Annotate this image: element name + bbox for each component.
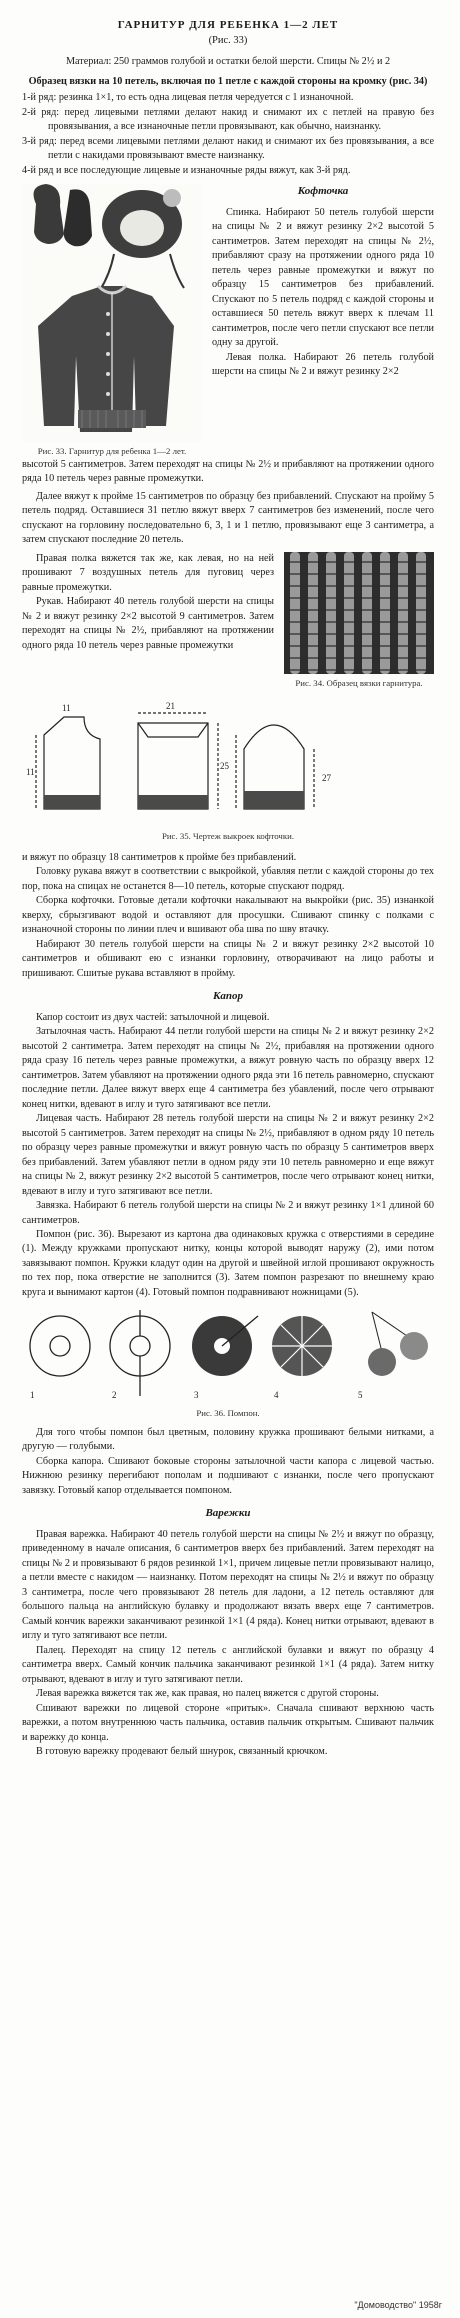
kofta-pravaya: Правая полка вяжется так же, как левая, но на ней прошивают 7 воздушных петель для пуговиц через равные промежутки. <box>22 552 274 593</box>
fig36-label-5: 5 <box>358 1390 363 1401</box>
varezhki-levaya: Левая варежка вяжется так же, как правая, но палец вяжется с другой стороны. <box>36 1688 379 1700</box>
kofta-sborka-2: Набирают 30 петель голубой шерсти на спицы № 2 и вяжут резинку 2×2 высотой 10 сантиметров и обшивают ею с изнанки горловину, отворачивают на лицо работы и пришивают. Сшитые рукава вставляют в пройму. <box>22 938 434 979</box>
sample-row-2: 2-й ряд: перед лицевыми петлями делают накид и снимают их с петлей на правую без провязывания, а все изнаночные петли провязывают, как обычно, наизнанку. <box>22 106 434 133</box>
kapor-litsev: Лицевая часть. Набирают 28 петель голубой шерсти на спицы № 2 и вяжут резинку 2×2 высотой 5 сантиметров. Затем переходят на спицы № 2½, прибавляют в одном ряду 10 петель по образцу через равные промежутки и вяжут ровную часть по образцу 5 сантиметров вверх без прибавлений. Затем убавляют петли в одном ряду эти 10 петель равномерно и еще вяжут на спицы № 2, вяжут резинку 2×2 высотой 5 сантиметров, после чего отрывают конец нитки, вдевают в иглу и туго затягивают все петли. <box>22 1113 434 1197</box>
material-line: Материал: 250 граммов голубой и остатки белой шерсти. Спицы № 2½ и 2 <box>65 55 391 67</box>
kofta-rukav-cont: и вяжут по образцу 18 сантиметров к пройме без прибавлений. <box>22 851 297 863</box>
figure-36 <box>22 1308 434 1419</box>
source-footer: "Домоводство" 1958г <box>354 2300 442 2311</box>
kapor-zatyl: Затылочная часть. Набирают 44 петли голубой шерсти на спицы № 2 и вяжут резинку 2×2 высотой 2 сантиметра. Затем переходят на спицы № 2½, прибавляя на протяжении одного ряда сразу 16 петель через равные промежутки, а вяжут ровную часть по образцу вверх 12 сантиметров. Затем убавляют на протяжении одного ряда эти 16 петель равномерно, спускают последние петли. Далее вяжут вверх еще 4 сантиметра без убавлений, после чего отрывают конец нитки, вдевают в иглу и туго затягивают все петли. <box>22 1026 434 1110</box>
fig36-label-3: 3 <box>194 1390 199 1401</box>
sample-row-1: 1-й ряд: резинка 1×1, то есть одна лицевая петля чередуется с 1 изнаночной. <box>22 92 354 104</box>
varezhki-pravaya: Правая варежка. Набирают 40 петель голубой шерсти на спицы № 2½ и вяжут по образцу, приведенному в начале описания, 6 сантиметров вверх без прибавлений. Затем переходят на спицы № 2 и провязывают 6 рядов резинкой 1×1, причем лицевые петли провязывают налицо, а петли вместе с накидом — наизнанку. Потом переходят на спицы № 2½ и вяжут по образцу 3 сантиметра, после чего провязывают 28 петель для ладони, а 12 петель оставляют для большого пальца на английскую булавку и продолжают вязать вверх еще 7 сантиметров. Самый кончик варежки заканчивают резинкой 1×1 (4 ряда). Конец нитки отрывают, вдевают в иглу и туго затягивают все петли. <box>22 1528 434 1642</box>
kapor-intro: Капор состоит из двух частей: затылочной и лицевой. <box>36 1011 270 1023</box>
varezhki-last: В готовую варежку продевают белый шнурок, связанный крючком. <box>36 1746 328 1758</box>
figure-35 <box>22 695 434 842</box>
kofta-golovka: Головку рукава вяжут в соответствии с выкройкой, убавляя петли с каждой стороны до тех пор, пока на спицах не останется 8—10 петель, которые спускают подряд. <box>22 866 434 892</box>
pompon-steps-drawing <box>22 1308 434 1404</box>
knitted-set-illustration <box>22 184 202 442</box>
fig35-label-3: 25 <box>220 761 229 772</box>
fig35-label-5: 11 <box>26 767 35 778</box>
figure-35-caption: Рис. 35. Чертеж выкроек кофточки. <box>161 831 295 842</box>
kapor-sborka: Сборка капора. Сшивают боковые стороны затылочной части капора с лицевой частью. Нижнюю резинку перегибают пополам и подшивают с изнанки, после чего пропускают завязку. Готовый капор отделывается помпоном. <box>22 1455 434 1496</box>
jacket-pattern-drawing <box>22 695 434 827</box>
knit-sample-texture <box>284 552 434 674</box>
kofta-levaya-2: Далее вяжут к пройме 15 сантиметров по образцу без прибавлений. Спускают на пройму 5 петель подряд. Оставшиеся 31 петлю вяжут вверх 7 сантиметров без изменений, после чего спускают на горловину последовательно 6, 3, 1 и 1 петлю, провязывают еще 3 сантиметра, а затем спускают последние 20 петель. <box>22 490 434 546</box>
kofta-levaya-start: Левая полка. Набирают 26 петель голубой шерсти на спицы № 2 и вяжут резинку 2×2 <box>212 351 434 378</box>
figure-34-caption: Рис. 34. Образец вязки гарнитура. <box>295 677 423 688</box>
fig35-label-2: 21 <box>166 701 175 712</box>
fig36-label-2: 2 <box>112 1390 117 1401</box>
sample-row-3: 3-й ряд: перед всеми лицевыми петлями делают накид и снимают их без провязывания, а все петли с накидами провязывают вместе наизнанку. <box>22 135 434 162</box>
figure-36-caption: Рис. 36. Помпон. <box>196 1408 260 1419</box>
kofta-spinka: Спинка. Набирают 50 петель голубой шерсти на спицы № 2 и вяжут резинку 2×2 высотой 5 сантиметров. Затем переходят на спицы № 2½, прибавляют сразу на протяжении одного ряда 10 петель через равные промежутки и вяжут по образцу 15 сантиметров без прибавлений. Спускают по 5 петель подряд с каждой стороны и оставшиеся 50 петель вяжут вверх к плечам 11 сантиметров, после чего петли спускают все петли одну за другой. <box>212 207 434 349</box>
kofta-levaya-cont: высотой 5 сантиметров. Затем переходят на спицы № 2½ и прибавляют на протяжении одного ряда 10 петель через равные промежутки. <box>22 458 434 485</box>
sample-row-4: 4-й ряд и все последующие лицевые и изнаночные ряды вяжут, как 3-й ряд. <box>22 164 351 176</box>
page-subtitle: (Рис. 33) <box>208 34 248 46</box>
fig36-label-1: 1 <box>30 1390 35 1401</box>
fig35-label-1: 11 <box>62 703 71 714</box>
page-title: ГАРНИТУР ДЛЯ РЕБЕНКА 1—2 ЛЕТ <box>117 19 339 31</box>
kapor-heading: Капор <box>212 990 244 1003</box>
kapor-pompon-2: Для того чтобы помпон был цветным, половину кружка прошивают белыми нитками, а другую — голубыми. <box>22 1426 434 1453</box>
figure-33-caption: Рис. 33. Гарнитур для ребенка 1—2 лет. <box>37 446 187 457</box>
fig35-label-4: 27 <box>322 773 331 784</box>
kapor-pompon: Помпон (рис. 36). Вырезают из картона два одинаковых кружка с отверстиями в середине (1). Между кружками пропускают нитку, концы которой выводят наружу (2), ими потом завязывают помпон. Кружки кладут один на другой и швейной иглой прошивают окружность по тех пор, пока отверстие не заполнится (3). Затем помпон разрезают по внешнему краю круга и вынимают картон (4). Готовый помпон подравнивают ножницами (5). <box>22 1228 434 1298</box>
sample-heading: Образец вязки на 10 петель, включая по 1 петле с каждой стороны на кромку (рис. 34) <box>28 76 428 87</box>
figure-34 <box>284 552 434 689</box>
sample-rows <box>22 91 434 178</box>
varezhki-palets: Палец. Переходят на спицу 12 петель с английской булавки и вяжут по образцу 4 сантиметра вверх. Самый кончик пальчика заканчивают резинкой 1×1 (4 ряда). Затем нитку отрывают, вдевают в иглу и туго затягивают петли. <box>22 1644 434 1685</box>
kofta-sborka: Сборка кофточки. Готовые детали кофточки накалывают на выкройки (рис. 35) изнанкой кверху, сбрызгивают водой и оставляют для просушки. Сшивают спинку с полками с изнаночной стороны по линии плеч и вшивают оба шва по шву втачку. <box>22 895 434 936</box>
figure-33 <box>22 184 202 457</box>
kapor-zavyazka: Завязка. Набирают 6 петель голубой шерсти на спицы № 2 и вяжут резинку 1×1 длиной 60 сантиметров. <box>22 1200 434 1226</box>
fig36-label-4: 4 <box>274 1390 279 1401</box>
kofta-rukav: Рукав. Набирают 40 петель голубой шерсти на спицы № 2 и вяжут резинку 2×2 высотой 9 сантиметров. Затем переходят на спицы № 2½, прибавляют на протяжении одного ряда 10 петель через равные промежутки <box>22 596 274 651</box>
kofta-heading: Кофточка <box>297 185 349 198</box>
varezhki-sshivayut: Сшивают варежки по лицевой стороне «притык». Сначала сшивают верхнюю часть варежки, а потом внутреннюю часть пальчика, оставив пальчик открытым. Сшивают пальчик и варежку до конца. <box>22 1702 434 1743</box>
varezhki-heading: Варежки <box>205 1507 251 1520</box>
